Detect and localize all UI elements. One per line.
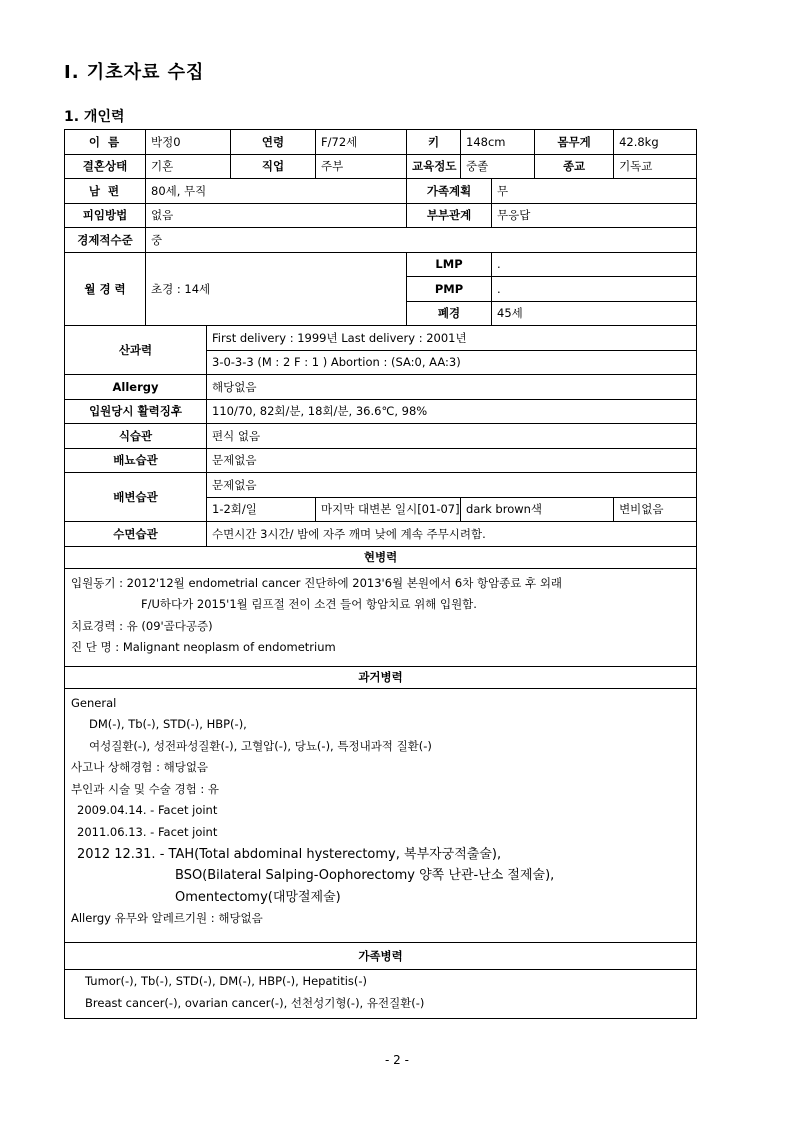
allergy-value: 해당없음 [207,375,697,400]
past-surgery-1: 2009.04.14. - Facet joint [77,803,218,818]
lmp-label: LMP [407,252,492,277]
allergy-label: Allergy [65,375,207,400]
past-surgery-3: 2012 12.31. - TAH(Total abdominal hysterectomy, 복부자궁적출술), [77,846,502,862]
bowel-value: 문제없음 [207,473,697,498]
delivery-value: First delivery : 1999년 Last delivery : 2001년 [207,326,697,351]
marital-value: 기혼 [146,154,231,179]
marital-label: 결혼상태 [65,154,146,179]
weight-label: 몸무게 [535,130,614,155]
education-value: 중졸 [461,154,535,179]
past-surgery-4: BSO(Bilateral Salping-Oophorectomy 양쪽 난관-난소 절제술), [175,868,555,884]
diet-value: 편식 없음 [207,424,697,449]
sleep-label: 수면습관 [65,522,207,547]
religion-value: 기독교 [614,154,697,179]
height-label: 키 [407,130,461,155]
family-history-line1: Tumor(-), Tb(-), STD(-), DM(-), HBP(-), Hepatitis(-) [85,973,368,988]
gravida-value: 3-0-3-3 (M : 2 F : 1 ) Abortion : (SA:0, AA:3) [207,350,697,375]
economic-level-label: 경제적수준 [65,228,146,253]
past-general-line2: 여성질환(-), 성전파성질환(-), 고혈압(-), 당뇨(-), 특정내과적 질환(-) [89,738,432,753]
vital-signs-value: 110/70, 82회/분, 18회/분, 36.6℃, 98% [207,399,697,424]
pmp-label: PMP [407,277,492,302]
diagnosis: 진 단 명 : Malignant neoplasm of endometrium [71,640,336,655]
past-surgery: 부인과 시술 및 수술 경험 : 유 [71,781,220,796]
past-accident: 사고나 상해경험 : 해당없음 [71,760,209,775]
obstetric-history-label: 산과력 [65,326,207,375]
economic-level-value: 중 [146,228,697,253]
admission-reason-line2: F/U하다가 2015'1월 림프절 전이 소견 들어 항암치료 위해 입원함. [141,597,477,612]
family-history-line2: Breast cancer(-), ovarian cancer(-), 선천성기형(-), 유전질환(-) [85,995,425,1010]
name-label: 이 름 [65,130,146,155]
present-illness-content [65,568,697,666]
pmp-value: . [492,277,697,302]
vital-signs-label: 입원당시 활력징후 [65,399,207,424]
past-general-line1: DM(-), Tb(-), STD(-), HBP(-), [89,717,247,732]
job-value: 주부 [316,154,407,179]
couple-relation-value: 무응답 [492,203,697,228]
bowel-color: dark brown색 [461,497,614,522]
family-plan-value: 무 [492,179,697,204]
sleep-value: 수면시간 3시간/ 밤에 자주 깨며 낮에 계속 주무시려함. [207,522,697,547]
family-plan-label: 가족계획 [407,179,492,204]
contraception-value: 없음 [146,203,407,228]
name-value: 박정0 [146,130,231,155]
family-history-header: 가족병력 [65,942,697,969]
present-illness-header: 현병력 [65,546,697,568]
job-label: 직업 [231,154,316,179]
husband-label: 남 편 [65,179,146,204]
past-history-header: 과거병력 [65,666,697,688]
diet-label: 식습관 [65,424,207,449]
height-value: 148cm [461,130,535,155]
menarche-value: 초경 : 14세 [146,252,407,326]
menopause-value: 45세 [492,301,697,326]
husband-value: 80세, 무직 [146,179,407,204]
past-allergy: Allergy 유무와 알레르기원 : 해당없음 [71,911,263,926]
section-title: 1. 개인력 [64,109,125,125]
couple-relation-label: 부부관계 [407,203,492,228]
bowel-label: 배변습관 [65,473,207,522]
contraception-label: 피임방법 [65,203,146,228]
education-label: 교육정도 [407,154,461,179]
past-general: General [71,695,117,710]
menopause-label: 폐경 [407,301,492,326]
bowel-frequency: 1-2회/일 [207,497,316,522]
page-number: - 2 - [385,1053,409,1067]
past-surgery-5: Omentectomy(대망절제술) [175,889,341,905]
past-history-content [65,688,697,942]
admission-reason-line1: 입원동기 : 2012'12월 endometrial cancer 진단하에 2013'6월 본원에서 6차 항암종료 후 외래 [71,575,563,590]
lmp-value: . [492,252,697,277]
family-history-content [65,969,697,1018]
bowel-constipation: 변비없음 [614,497,697,522]
past-surgery-2: 2011.06.13. - Facet joint [77,825,218,840]
bowel-last-date: 마지막 대변본 일시[01-07] [316,497,461,522]
age-label: 연령 [231,130,316,155]
age-value: F/72세 [316,130,407,155]
personal-history-table [64,129,697,1019]
page-heading: I. 기초자료 수집 [64,62,205,83]
religion-label: 종교 [535,154,614,179]
urination-value: 문제없음 [207,448,697,473]
treatment-history: 치료경력 : 유 (09'골다공증) [71,618,213,633]
menstrual-history-label: 월 경 력 [65,252,146,326]
weight-value: 42.8kg [614,130,697,155]
urination-label: 배뇨습관 [65,448,207,473]
